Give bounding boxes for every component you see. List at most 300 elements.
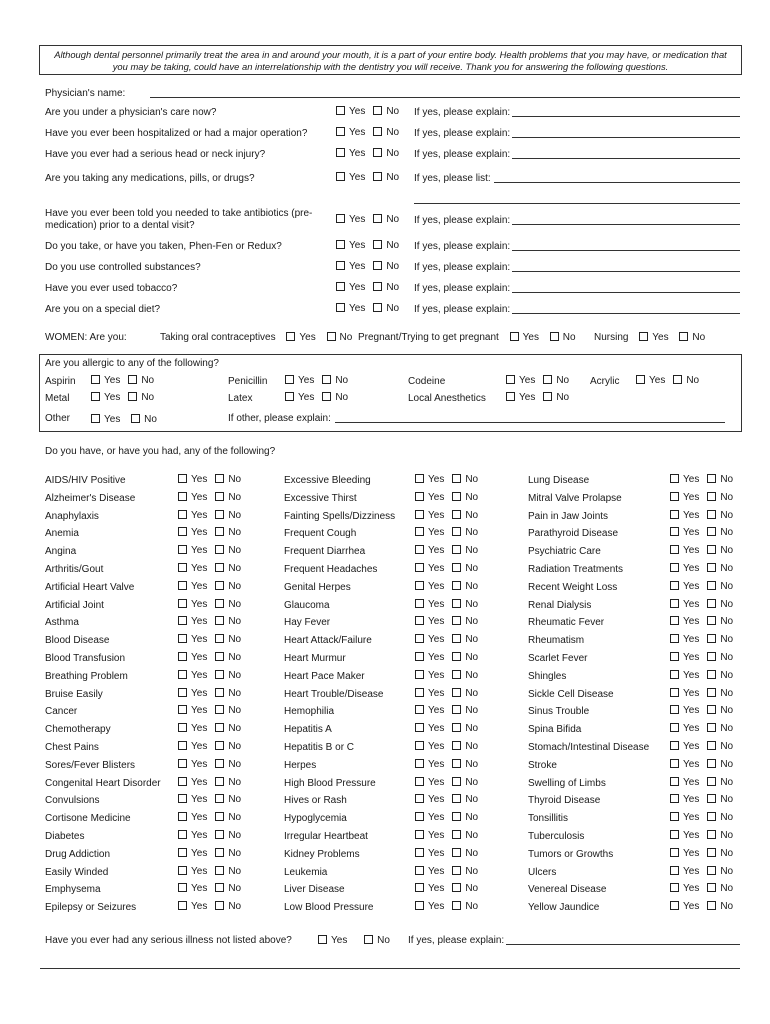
no-checkbox[interactable]: [707, 527, 716, 536]
yes-checkbox[interactable]: [178, 545, 187, 554]
yes-checkbox[interactable]: [336, 240, 345, 249]
no-checkbox[interactable]: [452, 705, 461, 714]
yes-checkbox[interactable]: [178, 652, 187, 661]
no-checkbox[interactable]: [327, 332, 336, 341]
no-checkbox[interactable]: [452, 848, 461, 857]
no-checkbox[interactable]: [128, 375, 137, 384]
yes-checkbox[interactable]: [639, 332, 648, 341]
no-checkbox[interactable]: [543, 375, 552, 384]
no-checkbox[interactable]: [215, 688, 224, 697]
no-checkbox[interactable]: [452, 616, 461, 625]
no-checkbox[interactable]: [707, 705, 716, 714]
condition-label: Alzheimer's Disease: [45, 492, 136, 504]
yes-checkbox[interactable]: [510, 332, 519, 341]
no-checkbox[interactable]: [707, 581, 716, 590]
no-checkbox[interactable]: [707, 510, 716, 519]
no-checkbox[interactable]: [373, 172, 382, 181]
condition-label: Epilepsy or Seizures: [45, 902, 137, 914]
yes-checkbox[interactable]: [415, 794, 424, 803]
condition-yes-no: [415, 901, 478, 912]
yes-label: Yes: [428, 616, 445, 628]
no-label: No: [386, 172, 400, 183]
no-label: No: [465, 705, 479, 717]
yes-checkbox[interactable]: [670, 812, 679, 821]
no-label: No: [465, 776, 479, 788]
yes-checkbox[interactable]: [415, 777, 424, 786]
explain-field[interactable]: [512, 116, 740, 117]
yes-checkbox[interactable]: [91, 414, 100, 423]
no-checkbox[interactable]: [215, 830, 224, 839]
conditions-heading: Do you have, or have you had, any of the following?: [45, 446, 276, 457]
condition-label: Stomach/Intestinal Disease: [528, 742, 650, 753]
no-checkbox[interactable]: [707, 688, 716, 697]
yes-checkbox[interactable]: [415, 901, 424, 910]
no-checkbox[interactable]: [215, 741, 224, 750]
yes-label: Yes: [191, 776, 208, 788]
no-checkbox[interactable]: [673, 375, 682, 384]
condition-label: Stroke: [528, 759, 557, 771]
yes-label: Yes: [519, 375, 536, 386]
no-checkbox[interactable]: [452, 883, 461, 892]
condition-label: Ulcers: [528, 866, 557, 878]
no-checkbox[interactable]: [452, 670, 461, 679]
no-checkbox[interactable]: [707, 616, 716, 625]
yes-label: Yes: [191, 847, 208, 859]
no-checkbox[interactable]: [373, 106, 382, 115]
no-checkbox[interactable]: [452, 634, 461, 643]
yes-checkbox[interactable]: [415, 492, 424, 501]
physician-name-field[interactable]: [150, 97, 740, 98]
yes-label: Yes: [649, 375, 666, 386]
condition-yes-no: [178, 545, 241, 556]
yes-checkbox[interactable]: [336, 261, 345, 270]
yes-checkbox[interactable]: [670, 794, 679, 803]
yes-label: Yes: [428, 776, 445, 788]
no-checkbox[interactable]: [131, 414, 140, 423]
condition-yes-no: [670, 812, 733, 823]
no-label: No: [720, 705, 734, 717]
explain-field[interactable]: [512, 313, 740, 314]
explain-field[interactable]: [512, 158, 740, 159]
yes-checkbox[interactable]: [415, 474, 424, 483]
yes-checkbox[interactable]: [178, 777, 187, 786]
no-checkbox[interactable]: [215, 901, 224, 910]
no-checkbox[interactable]: [452, 777, 461, 786]
yes-checkbox[interactable]: [415, 705, 424, 714]
yes-checkbox[interactable]: [178, 510, 187, 519]
yes-label: Yes: [683, 545, 700, 557]
no-checkbox[interactable]: [707, 759, 716, 768]
condition-label: Spina Bifida: [528, 724, 582, 736]
condition-label: Thyroid Disease: [528, 795, 601, 807]
no-checkbox[interactable]: [215, 545, 224, 554]
no-label: No: [720, 580, 734, 592]
no-checkbox[interactable]: [452, 474, 461, 483]
no-checkbox[interactable]: [215, 492, 224, 501]
yes-checkbox[interactable]: [415, 599, 424, 608]
yes-label: Yes: [191, 545, 208, 557]
no-checkbox[interactable]: [373, 240, 382, 249]
no-checkbox[interactable]: [707, 652, 716, 661]
yes-checkbox[interactable]: [178, 723, 187, 732]
yes-checkbox[interactable]: [178, 670, 187, 679]
explain-field[interactable]: [512, 137, 740, 138]
yes-checkbox[interactable]: [336, 303, 345, 312]
yes-checkbox[interactable]: [415, 688, 424, 697]
yes-checkbox[interactable]: [178, 830, 187, 839]
no-checkbox[interactable]: [322, 392, 331, 401]
yes-label: Yes: [683, 580, 700, 592]
yes-checkbox[interactable]: [415, 723, 424, 732]
condition-yes-no: [670, 794, 733, 805]
condition-yes-no: [415, 883, 478, 894]
yes-checkbox[interactable]: [178, 474, 187, 483]
no-checkbox[interactable]: [215, 848, 224, 857]
condition-label: Sickle Cell Disease: [528, 688, 614, 700]
no-checkbox[interactable]: [707, 599, 716, 608]
yes-checkbox[interactable]: [670, 866, 679, 875]
yes-label: Yes: [191, 758, 208, 770]
condition-yes-no: [670, 759, 733, 770]
yes-checkbox[interactable]: [636, 375, 645, 384]
explain-field-extra[interactable]: [414, 203, 740, 204]
no-checkbox[interactable]: [215, 794, 224, 803]
yes-checkbox[interactable]: [178, 634, 187, 643]
yes-checkbox[interactable]: [415, 812, 424, 821]
yes-checkbox[interactable]: [670, 741, 679, 750]
condition-yes-no: [670, 652, 733, 663]
followup-label: If yes, please list:: [414, 173, 491, 184]
yes-label: Yes: [428, 794, 445, 806]
condition-yes-no: [178, 599, 241, 610]
yes-checkbox[interactable]: [670, 634, 679, 643]
no-checkbox[interactable]: [373, 303, 382, 312]
condition-yes-no: [415, 670, 478, 681]
yes-label: Yes: [104, 392, 121, 403]
no-checkbox[interactable]: [707, 883, 716, 892]
yes-checkbox[interactable]: [178, 866, 187, 875]
no-checkbox[interactable]: [452, 492, 461, 501]
no-label: No: [720, 563, 734, 574]
no-checkbox[interactable]: [707, 670, 716, 679]
condition-yes-no: [670, 883, 733, 894]
yes-checkbox[interactable]: [336, 106, 345, 115]
yes-checkbox[interactable]: [670, 848, 679, 857]
no-checkbox[interactable]: [707, 794, 716, 803]
no-checkbox[interactable]: [452, 759, 461, 768]
no-checkbox[interactable]: [707, 545, 716, 554]
yes-no-group: [336, 261, 399, 272]
yes-checkbox[interactable]: [285, 392, 294, 401]
no-checkbox[interactable]: [215, 705, 224, 714]
explain-field[interactable]: [512, 292, 740, 293]
no-label: No: [465, 883, 479, 895]
no-checkbox[interactable]: [215, 474, 224, 483]
yes-checkbox[interactable]: [415, 652, 424, 661]
condition-label: Radiation Treatments: [528, 564, 624, 575]
condition-label: Frequent Cough: [284, 528, 357, 540]
no-label: No: [228, 883, 242, 895]
yes-label: Yes: [349, 214, 366, 225]
yes-checkbox[interactable]: [506, 375, 515, 384]
yes-no-group: [336, 303, 399, 314]
no-checkbox[interactable]: [452, 688, 461, 697]
no-label: No: [465, 545, 479, 557]
yes-checkbox[interactable]: [178, 581, 187, 590]
no-checkbox[interactable]: [707, 492, 716, 501]
no-label: No: [386, 240, 400, 251]
no-checkbox[interactable]: [215, 812, 224, 821]
no-checkbox[interactable]: [707, 866, 716, 875]
no-checkbox[interactable]: [215, 670, 224, 679]
no-checkbox[interactable]: [452, 581, 461, 590]
yes-checkbox[interactable]: [670, 723, 679, 732]
no-checkbox[interactable]: [707, 563, 716, 572]
no-checkbox[interactable]: [707, 830, 716, 839]
question-text: Are you on a special diet?: [45, 304, 161, 315]
yes-checkbox[interactable]: [415, 616, 424, 625]
condition-yes-no: [178, 812, 241, 823]
yes-label: Yes: [683, 830, 700, 841]
no-checkbox[interactable]: [215, 599, 224, 608]
yes-checkbox[interactable]: [415, 563, 424, 572]
no-label: No: [720, 847, 734, 859]
yes-checkbox[interactable]: [178, 794, 187, 803]
condition-label: Mitral Valve Prolapse: [528, 492, 622, 504]
yes-checkbox[interactable]: [670, 474, 679, 483]
no-checkbox[interactable]: [452, 652, 461, 661]
yes-label: Yes: [298, 392, 315, 403]
no-checkbox[interactable]: [452, 510, 461, 519]
no-checkbox[interactable]: [707, 723, 716, 732]
no-checkbox[interactable]: [707, 634, 716, 643]
no-checkbox[interactable]: [452, 599, 461, 608]
pregnant-label: Pregnant/Trying to get pregnant: [358, 332, 499, 343]
no-checkbox[interactable]: [128, 392, 137, 401]
yes-label: Yes: [428, 669, 445, 681]
no-checkbox[interactable]: [550, 332, 559, 341]
women-oral-contraceptives: [160, 332, 352, 343]
condition-label: Bruise Easily: [45, 688, 103, 700]
yes-checkbox[interactable]: [670, 563, 679, 572]
explain-field[interactable]: [512, 271, 740, 272]
no-checkbox[interactable]: [707, 812, 716, 821]
yes-checkbox[interactable]: [415, 545, 424, 554]
yes-checkbox[interactable]: [670, 883, 679, 892]
condition-yes-no: [178, 581, 241, 592]
yes-checkbox[interactable]: [178, 563, 187, 572]
allergy-item-label: Codeine: [408, 376, 446, 387]
yes-checkbox[interactable]: [670, 510, 679, 519]
yes-checkbox[interactable]: [670, 688, 679, 697]
yes-checkbox[interactable]: [91, 392, 100, 401]
yes-label: Yes: [683, 865, 700, 877]
yes-checkbox[interactable]: [670, 901, 679, 910]
no-checkbox[interactable]: [707, 741, 716, 750]
condition-yes-no: [670, 723, 733, 734]
yes-checkbox[interactable]: [415, 741, 424, 750]
no-checkbox[interactable]: [322, 375, 331, 384]
yes-checkbox[interactable]: [178, 705, 187, 714]
no-checkbox[interactable]: [215, 652, 224, 661]
yes-checkbox[interactable]: [336, 172, 345, 181]
no-checkbox[interactable]: [707, 474, 716, 483]
yes-checkbox[interactable]: [670, 759, 679, 768]
allergy-item-label: Local Anesthetics: [408, 393, 486, 404]
condition-yes-no: [178, 652, 241, 663]
no-checkbox[interactable]: [452, 812, 461, 821]
yes-checkbox[interactable]: [415, 830, 424, 839]
yes-checkbox[interactable]: [670, 616, 679, 625]
no-checkbox[interactable]: [452, 794, 461, 803]
yes-no-group: [336, 240, 399, 251]
no-checkbox[interactable]: [452, 563, 461, 572]
yes-label: Yes: [191, 901, 208, 913]
no-label: No: [228, 723, 242, 735]
no-checkbox[interactable]: [215, 777, 224, 786]
yes-checkbox[interactable]: [178, 688, 187, 697]
yes-checkbox[interactable]: [670, 599, 679, 608]
yes-checkbox[interactable]: [178, 759, 187, 768]
yes-checkbox[interactable]: [670, 527, 679, 536]
final-question: Have you ever had any serious illness not listed above?: [45, 935, 292, 946]
no-checkbox[interactable]: [364, 935, 373, 944]
yes-checkbox[interactable]: [415, 634, 424, 643]
no-label: No: [465, 812, 479, 824]
yes-checkbox[interactable]: [670, 705, 679, 714]
final-explain-field-2[interactable]: [40, 968, 740, 969]
no-checkbox[interactable]: [215, 759, 224, 768]
yes-checkbox[interactable]: [506, 392, 515, 401]
yes-checkbox[interactable]: [178, 616, 187, 625]
no-checkbox[interactable]: [707, 901, 716, 910]
no-checkbox[interactable]: [452, 723, 461, 732]
yes-checkbox[interactable]: [178, 848, 187, 857]
final-explain-field[interactable]: [506, 944, 740, 945]
yes-checkbox[interactable]: [178, 599, 187, 608]
condition-yes-no: [670, 866, 733, 877]
no-checkbox[interactable]: [215, 883, 224, 892]
no-checkbox[interactable]: [452, 866, 461, 875]
no-checkbox[interactable]: [215, 616, 224, 625]
yes-checkbox[interactable]: [415, 759, 424, 768]
no-label: No: [720, 883, 734, 895]
no-checkbox[interactable]: [215, 634, 224, 643]
question-text: Have you ever been hospitalized or had a major operation?: [45, 128, 308, 139]
no-label: No: [228, 847, 242, 859]
yes-checkbox[interactable]: [336, 282, 345, 291]
yes-checkbox[interactable]: [336, 214, 345, 223]
allergy-yes-no: [91, 392, 154, 403]
no-label: No: [465, 634, 479, 646]
no-checkbox[interactable]: [452, 830, 461, 839]
yes-checkbox[interactable]: [336, 127, 345, 136]
no-checkbox[interactable]: [707, 777, 716, 786]
explain-field[interactable]: [494, 182, 740, 183]
yes-checkbox[interactable]: [670, 581, 679, 590]
yes-checkbox[interactable]: [670, 670, 679, 679]
no-checkbox[interactable]: [373, 261, 382, 270]
yes-checkbox[interactable]: [670, 652, 679, 661]
no-checkbox[interactable]: [707, 848, 716, 857]
condition-yes-no: [415, 759, 478, 770]
no-checkbox[interactable]: [373, 148, 382, 157]
no-checkbox[interactable]: [373, 214, 382, 223]
yes-checkbox[interactable]: [415, 510, 424, 519]
yes-checkbox[interactable]: [178, 812, 187, 821]
allergy-other-explain-field[interactable]: [335, 422, 725, 423]
allergy-item-label: Acrylic: [590, 376, 620, 387]
yes-checkbox[interactable]: [336, 148, 345, 157]
no-checkbox[interactable]: [543, 392, 552, 401]
yes-checkbox[interactable]: [670, 545, 679, 554]
yes-checkbox[interactable]: [178, 883, 187, 892]
final-checks: [318, 935, 390, 946]
condition-label: Psychiatric Care: [528, 546, 601, 558]
condition-label: Sinus Trouble: [528, 706, 590, 718]
no-checkbox[interactable]: [215, 866, 224, 875]
no-checkbox[interactable]: [373, 282, 382, 291]
explain-field[interactable]: [512, 250, 740, 251]
no-checkbox[interactable]: [452, 901, 461, 910]
allergy-other-label: Other: [45, 413, 71, 424]
condition-label: Swelling of Limbs: [528, 777, 606, 789]
yes-checkbox[interactable]: [415, 866, 424, 875]
no-checkbox[interactable]: [215, 510, 224, 519]
yes-checkbox[interactable]: [670, 492, 679, 501]
yes-checkbox[interactable]: [415, 670, 424, 679]
yes-checkbox[interactable]: [91, 375, 100, 384]
no-checkbox[interactable]: [452, 545, 461, 554]
no-checkbox[interactable]: [215, 581, 224, 590]
yes-checkbox[interactable]: [178, 741, 187, 750]
no-checkbox[interactable]: [215, 723, 224, 732]
yes-checkbox[interactable]: [178, 492, 187, 501]
condition-label: AIDS/HIV Positive: [45, 475, 126, 486]
yes-checkbox[interactable]: [415, 848, 424, 857]
nursing-label: Nursing: [594, 332, 629, 343]
yes-checkbox[interactable]: [415, 883, 424, 892]
no-label: No: [720, 634, 734, 646]
yes-checkbox[interactable]: [178, 527, 187, 536]
no-label: No: [465, 527, 479, 539]
yes-checkbox[interactable]: [178, 901, 187, 910]
condition-yes-no: [415, 812, 478, 823]
no-checkbox[interactable]: [679, 332, 688, 341]
yes-checkbox[interactable]: [670, 830, 679, 839]
no-checkbox[interactable]: [452, 741, 461, 750]
yes-checkbox[interactable]: [286, 332, 295, 341]
no-checkbox[interactable]: [452, 527, 461, 536]
yes-label: Yes: [428, 491, 445, 503]
yes-checkbox[interactable]: [318, 935, 327, 944]
yes-checkbox[interactable]: [415, 527, 424, 536]
yes-label: Yes: [428, 901, 445, 913]
condition-yes-no: [415, 545, 478, 556]
explain-field[interactable]: [512, 224, 740, 225]
no-checkbox[interactable]: [215, 563, 224, 572]
condition-label: Sores/Fever Blisters: [45, 759, 136, 771]
yes-checkbox[interactable]: [285, 375, 294, 384]
no-label: No: [720, 491, 734, 503]
yes-label: Yes: [349, 261, 366, 272]
condition-label: Cortisone Medicine: [45, 813, 131, 825]
no-checkbox[interactable]: [215, 527, 224, 536]
no-checkbox[interactable]: [373, 127, 382, 136]
yes-checkbox[interactable]: [415, 581, 424, 590]
yes-checkbox[interactable]: [670, 777, 679, 786]
yes-label: Yes: [683, 723, 700, 735]
